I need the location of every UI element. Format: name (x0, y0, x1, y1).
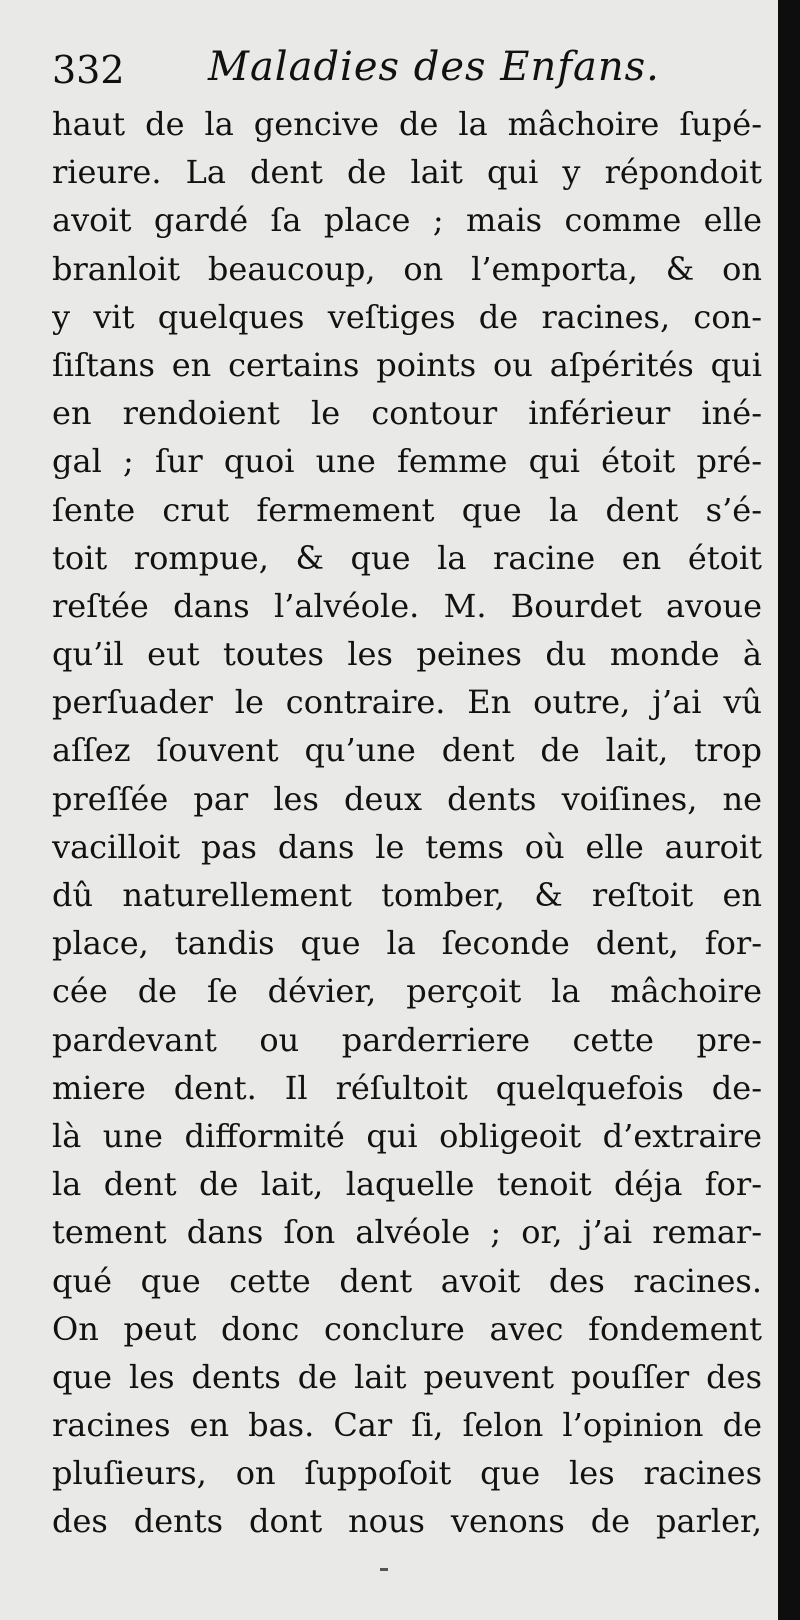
text-line: place, tandis que la ſeconde dent, for- (52, 924, 762, 963)
text-line: que les dents de lait peuvent pouſſer des (52, 1357, 762, 1396)
text-line: perſuader le contraire. En outre, j’ai vû (52, 683, 762, 722)
text-line: reſtée dans l’alvéole. M. Bourdet avoue (52, 586, 762, 625)
text-line: preſſée par les deux dents voiſines, ne (52, 779, 762, 818)
text-line: la dent de lait, laquelle tenoit déja for- (52, 1165, 762, 1204)
text-line: avoit gardé ſa place ; mais comme elle (52, 201, 762, 240)
running-title: Maladies des Enfans. (208, 44, 660, 90)
page-number: 332 (52, 48, 125, 92)
text-line: gal ; ſur quoi une femme qui étoit pré- (52, 442, 762, 481)
text-line: là une difformité qui obligeoit d’extraire (52, 1116, 762, 1155)
text-line: rieure. La dent de lait qui y répondoit (52, 153, 762, 192)
text-line: vacilloit pas dans le tems où elle auroit (52, 827, 762, 866)
running-head (52, 44, 752, 104)
text-line: pardevant ou parderriere cette pre- (52, 1020, 762, 1059)
page-edge-shadow (778, 0, 800, 1620)
text-line: ſente crut fermement que la dent s’é- (52, 490, 762, 529)
print-mark (380, 1568, 388, 1571)
text-line: branloit beaucoup, on l’emporta, & on (52, 249, 762, 288)
text-line: cée de ſe dévier, perçoit la mâchoire (52, 972, 762, 1011)
text-line: dû naturellement tomber, & reſtoit en (52, 876, 762, 914)
text-line: aſſez ſouvent qu’une dent de lait, trop (52, 731, 762, 770)
text-line: toit rompue, & que la racine en étoit (52, 538, 762, 577)
text-line: des dents dont nous venons de parler, (52, 1502, 762, 1541)
body-text (52, 100, 762, 1546)
text-line: racines en bas. Car ſi, ſelon l’opinion de (52, 1406, 762, 1445)
text-line: pluſieurs, on ſuppoſoit que les racines (52, 1454, 762, 1493)
text-line: y vit quelques veſtiges de racines, con- (52, 297, 762, 336)
text-line: qué que cette dent avoit des racines. (52, 1261, 762, 1300)
text-line: tement dans ſon alvéole ; or, j’ai remar- (52, 1213, 762, 1252)
text-line: miere dent. Il réſultoit quelquefois de- (52, 1068, 762, 1107)
text-line: haut de la gencive de la mâchoire ſupé- (52, 105, 762, 143)
text-line: qu’il eut toutes les peines du monde à (52, 635, 762, 674)
text-line: ſiſtans en certains points ou aſpérités qui (52, 345, 762, 384)
text-line: On peut donc conclure avec fondement (52, 1309, 762, 1348)
text-line: en rendoient le contour inférieur iné- (52, 394, 762, 433)
